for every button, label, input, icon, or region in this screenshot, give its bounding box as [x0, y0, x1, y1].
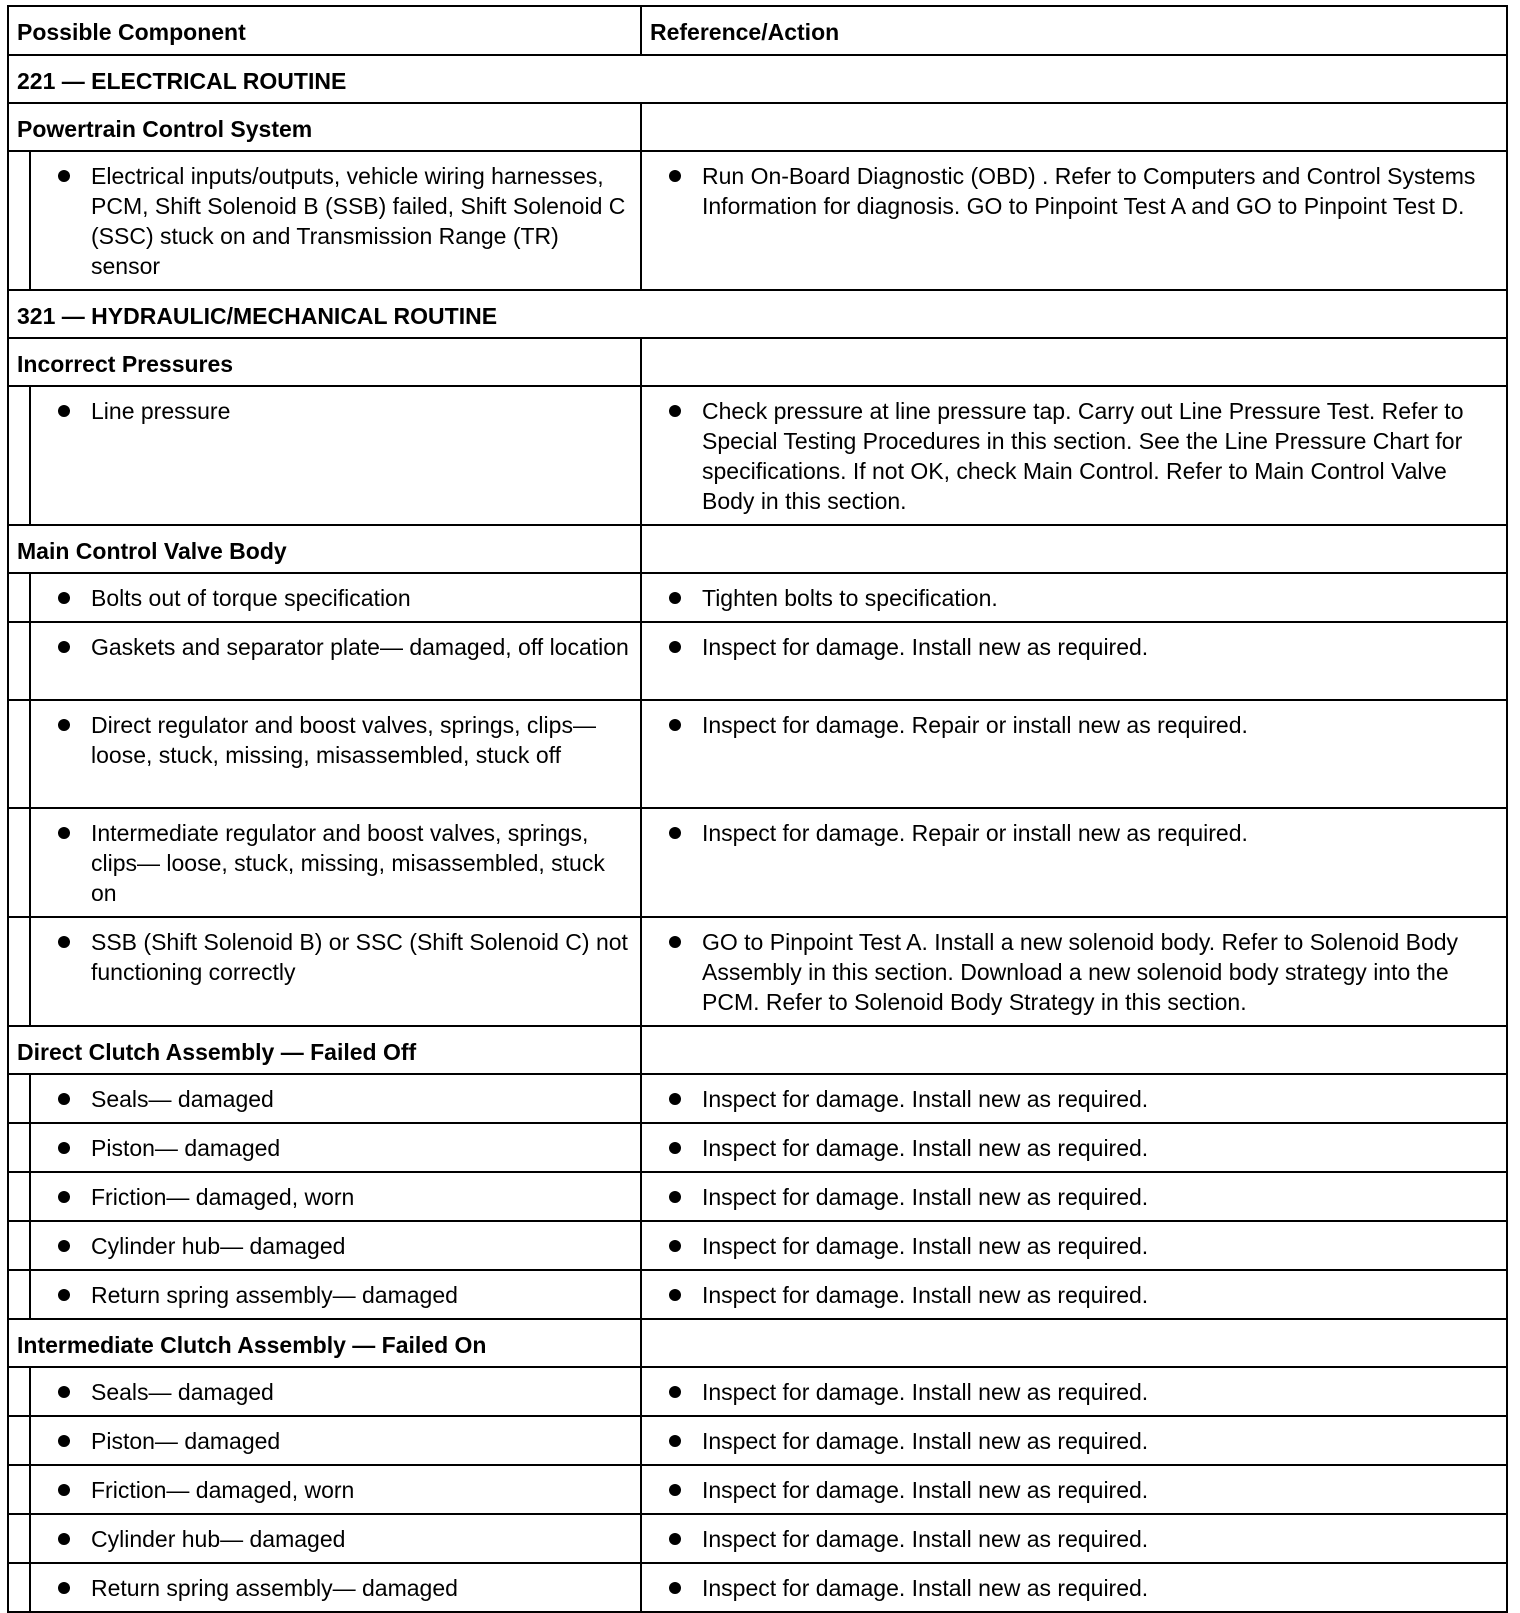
- table-row: [8, 1172, 1507, 1221]
- component-cell: [30, 808, 641, 917]
- group-title: Direct Clutch Assembly — Failed Off: [8, 1026, 641, 1074]
- indent-cell: [8, 1465, 30, 1514]
- bullet-icon: [669, 1386, 681, 1398]
- table-row: [8, 1074, 1507, 1123]
- component-text: Piston— damaged: [91, 1428, 281, 1454]
- group-title: Intermediate Clutch Assembly — Failed On: [8, 1319, 641, 1367]
- component-cell: [30, 700, 641, 808]
- component-text: Direct regulator and boost valves, springs, clips— loose, stuck, missing, misassembled, stuck off: [91, 712, 596, 768]
- group-title: Main Control Valve Body: [8, 525, 641, 573]
- action-text: Inspect for damage. Install new as required.: [702, 1135, 1149, 1161]
- bullet-icon: [669, 936, 681, 948]
- component-cell: [30, 573, 641, 622]
- table-row: [8, 151, 1507, 290]
- action-text: Inspect for damage. Repair or install new as required.: [702, 712, 1248, 738]
- bullet-icon: [58, 1582, 70, 1594]
- action-text: Inspect for damage. Install new as required.: [702, 1477, 1149, 1503]
- indent-cell: [8, 151, 30, 290]
- action-text: Inspect for damage. Install new as required.: [702, 1233, 1149, 1259]
- group-row: [8, 1026, 1507, 1074]
- group-action-blank: [641, 338, 1507, 386]
- component-text: Intermediate regulator and boost valves, springs, clips— loose, stuck, missing, misassembled, stuck on: [91, 820, 605, 906]
- action-cell: [641, 151, 1507, 290]
- component-cell: [30, 622, 641, 700]
- diagnosis-table: [7, 5, 1508, 1613]
- action-cell: [641, 1172, 1507, 1221]
- component-text: Line pressure: [91, 398, 231, 424]
- group-action-blank: [641, 1026, 1507, 1074]
- group-row: [8, 338, 1507, 386]
- component-cell: [30, 1172, 641, 1221]
- action-cell: [641, 1123, 1507, 1172]
- indent-cell: [8, 1270, 30, 1319]
- action-text: GO to Pinpoint Test A. Install a new solenoid body. Refer to Solenoid Body Assembly in this section. Download a new solenoid body strategy into the PCM. Refer to Solenoid Body Strategy in this section.: [702, 929, 1459, 1015]
- action-text: Inspect for damage. Install new as required.: [702, 1282, 1149, 1308]
- bullet-icon: [669, 1533, 681, 1545]
- header-possible-component: Possible Component: [8, 6, 641, 55]
- component-text: Return spring assembly— damaged: [91, 1575, 458, 1601]
- component-cell: [30, 1514, 641, 1563]
- component-cell: [30, 1270, 641, 1319]
- bullet-icon: [669, 827, 681, 839]
- bullet-icon: [58, 1142, 70, 1154]
- action-cell: [641, 808, 1507, 917]
- action-cell: [641, 386, 1507, 525]
- table-row: [8, 1465, 1507, 1514]
- component-text: Cylinder hub— damaged: [91, 1233, 346, 1259]
- bullet-icon: [669, 1191, 681, 1203]
- action-text: Check pressure at line pressure tap. Carry out Line Pressure Test. Refer to Special Testing Procedures in this section. See the Line Pressure Chart for specifications. If not OK, check Main Control. Refer to Main Control Valve Body in this section.: [702, 398, 1464, 514]
- bullet-icon: [669, 641, 681, 653]
- group-action-blank: [641, 525, 1507, 573]
- table-row: [8, 1416, 1507, 1465]
- bullet-icon: [669, 170, 681, 182]
- component-cell: [30, 917, 641, 1026]
- bullet-icon: [669, 719, 681, 731]
- header-reference-action: Reference/Action: [641, 6, 1507, 55]
- action-text: Run On-Board Diagnostic (OBD) . Refer to Computers and Control Systems Information for diagnosis. GO to Pinpoint Test A and GO to Pinpoint Test D.: [702, 163, 1476, 219]
- routine-title: 321 — HYDRAULIC/MECHANICAL ROUTINE: [8, 290, 1507, 338]
- bullet-icon: [58, 827, 70, 839]
- bullet-icon: [58, 1435, 70, 1447]
- group-row: [8, 1319, 1507, 1367]
- component-cell: [30, 151, 641, 290]
- action-cell: [641, 1074, 1507, 1123]
- table-row: [8, 1221, 1507, 1270]
- routine-title: 221 — ELECTRICAL ROUTINE: [8, 55, 1507, 103]
- action-cell: [641, 1465, 1507, 1514]
- bullet-icon: [669, 1093, 681, 1105]
- action-text: Tighten bolts to specification.: [702, 585, 998, 611]
- action-cell: [641, 1221, 1507, 1270]
- action-cell: [641, 1514, 1507, 1563]
- bullet-icon: [58, 592, 70, 604]
- group-row: [8, 103, 1507, 151]
- bullet-icon: [669, 592, 681, 604]
- bullet-icon: [58, 719, 70, 731]
- table-row: [8, 1563, 1507, 1612]
- bullet-icon: [58, 170, 70, 182]
- group-title: Powertrain Control System: [8, 103, 641, 151]
- bullet-icon: [58, 1386, 70, 1398]
- indent-cell: [8, 917, 30, 1026]
- table-header-row: [8, 6, 1507, 55]
- action-text: Inspect for damage. Repair or install new as required.: [702, 820, 1248, 846]
- table-row: [8, 808, 1507, 917]
- bullet-icon: [669, 1289, 681, 1301]
- action-cell: [641, 1367, 1507, 1416]
- group-action-blank: [641, 103, 1507, 151]
- bullet-icon: [58, 936, 70, 948]
- bullet-icon: [669, 1435, 681, 1447]
- routine-row: [8, 55, 1507, 103]
- table-row: [8, 1514, 1507, 1563]
- action-cell: [641, 700, 1507, 808]
- action-cell: [641, 573, 1507, 622]
- indent-cell: [8, 1074, 30, 1123]
- bullet-icon: [58, 1093, 70, 1105]
- action-text: Inspect for damage. Install new as required.: [702, 1086, 1149, 1112]
- bullet-icon: [669, 1240, 681, 1252]
- bullet-icon: [58, 1533, 70, 1545]
- action-text: Inspect for damage. Install new as required.: [702, 1184, 1149, 1210]
- action-text: Inspect for damage. Install new as required.: [702, 1526, 1149, 1552]
- bullet-icon: [669, 1142, 681, 1154]
- bullet-icon: [58, 1484, 70, 1496]
- bullet-icon: [58, 1289, 70, 1301]
- action-cell: [641, 1416, 1507, 1465]
- indent-cell: [8, 622, 30, 700]
- indent-cell: [8, 386, 30, 525]
- component-cell: [30, 1123, 641, 1172]
- table-row: [8, 622, 1507, 700]
- component-text: Seals— damaged: [91, 1379, 274, 1405]
- action-text: Inspect for damage. Install new as required.: [702, 1428, 1149, 1454]
- action-cell: [641, 1563, 1507, 1612]
- table-row: [8, 573, 1507, 622]
- component-cell: [30, 1563, 641, 1612]
- component-cell: [30, 1367, 641, 1416]
- component-text: Piston— damaged: [91, 1135, 281, 1161]
- bullet-icon: [58, 1240, 70, 1252]
- table-row: [8, 386, 1507, 525]
- table-row: [8, 1123, 1507, 1172]
- indent-cell: [8, 1367, 30, 1416]
- component-cell: [30, 1221, 641, 1270]
- component-cell: [30, 386, 641, 525]
- action-text: Inspect for damage. Install new as required.: [702, 1575, 1149, 1601]
- routine-row: [8, 290, 1507, 338]
- component-text: Friction— damaged, worn: [91, 1184, 355, 1210]
- component-cell: [30, 1465, 641, 1514]
- indent-cell: [8, 1172, 30, 1221]
- component-text: SSB (Shift Solenoid B) or SSC (Shift Solenoid C) not functioning correctly: [91, 929, 628, 985]
- component-text: Return spring assembly— damaged: [91, 1282, 458, 1308]
- bullet-icon: [58, 641, 70, 653]
- component-text: Friction— damaged, worn: [91, 1477, 355, 1503]
- component-cell: [30, 1074, 641, 1123]
- component-text: Seals— damaged: [91, 1086, 274, 1112]
- bullet-icon: [669, 1582, 681, 1594]
- action-cell: [641, 917, 1507, 1026]
- component-text: Gaskets and separator plate— damaged, off location: [91, 634, 629, 660]
- action-text: Inspect for damage. Install new as required.: [702, 634, 1149, 660]
- table-row: [8, 917, 1507, 1026]
- bullet-icon: [669, 405, 681, 417]
- indent-cell: [8, 700, 30, 808]
- indent-cell: [8, 808, 30, 917]
- bullet-icon: [58, 1191, 70, 1203]
- indent-cell: [8, 1221, 30, 1270]
- component-text: Electrical inputs/outputs, vehicle wiring harnesses, PCM, Shift Solenoid B (SSB) failed, Shift Solenoid C (SSC) stuck on and Transmission Range (TR) sensor: [91, 163, 626, 279]
- component-cell: [30, 1416, 641, 1465]
- bullet-icon: [58, 405, 70, 417]
- group-title: Incorrect Pressures: [8, 338, 641, 386]
- component-text: Bolts out of torque specification: [91, 585, 411, 611]
- group-row: [8, 525, 1507, 573]
- table-row: [8, 1270, 1507, 1319]
- indent-cell: [8, 1563, 30, 1612]
- indent-cell: [8, 1514, 30, 1563]
- table-row: [8, 700, 1507, 808]
- group-action-blank: [641, 1319, 1507, 1367]
- table-row: [8, 1367, 1507, 1416]
- action-cell: [641, 1270, 1507, 1319]
- indent-cell: [8, 573, 30, 622]
- bullet-icon: [669, 1484, 681, 1496]
- action-cell: [641, 622, 1507, 700]
- indent-cell: [8, 1123, 30, 1172]
- indent-cell: [8, 1416, 30, 1465]
- action-text: Inspect for damage. Install new as required.: [702, 1379, 1149, 1405]
- component-text: Cylinder hub— damaged: [91, 1526, 346, 1552]
